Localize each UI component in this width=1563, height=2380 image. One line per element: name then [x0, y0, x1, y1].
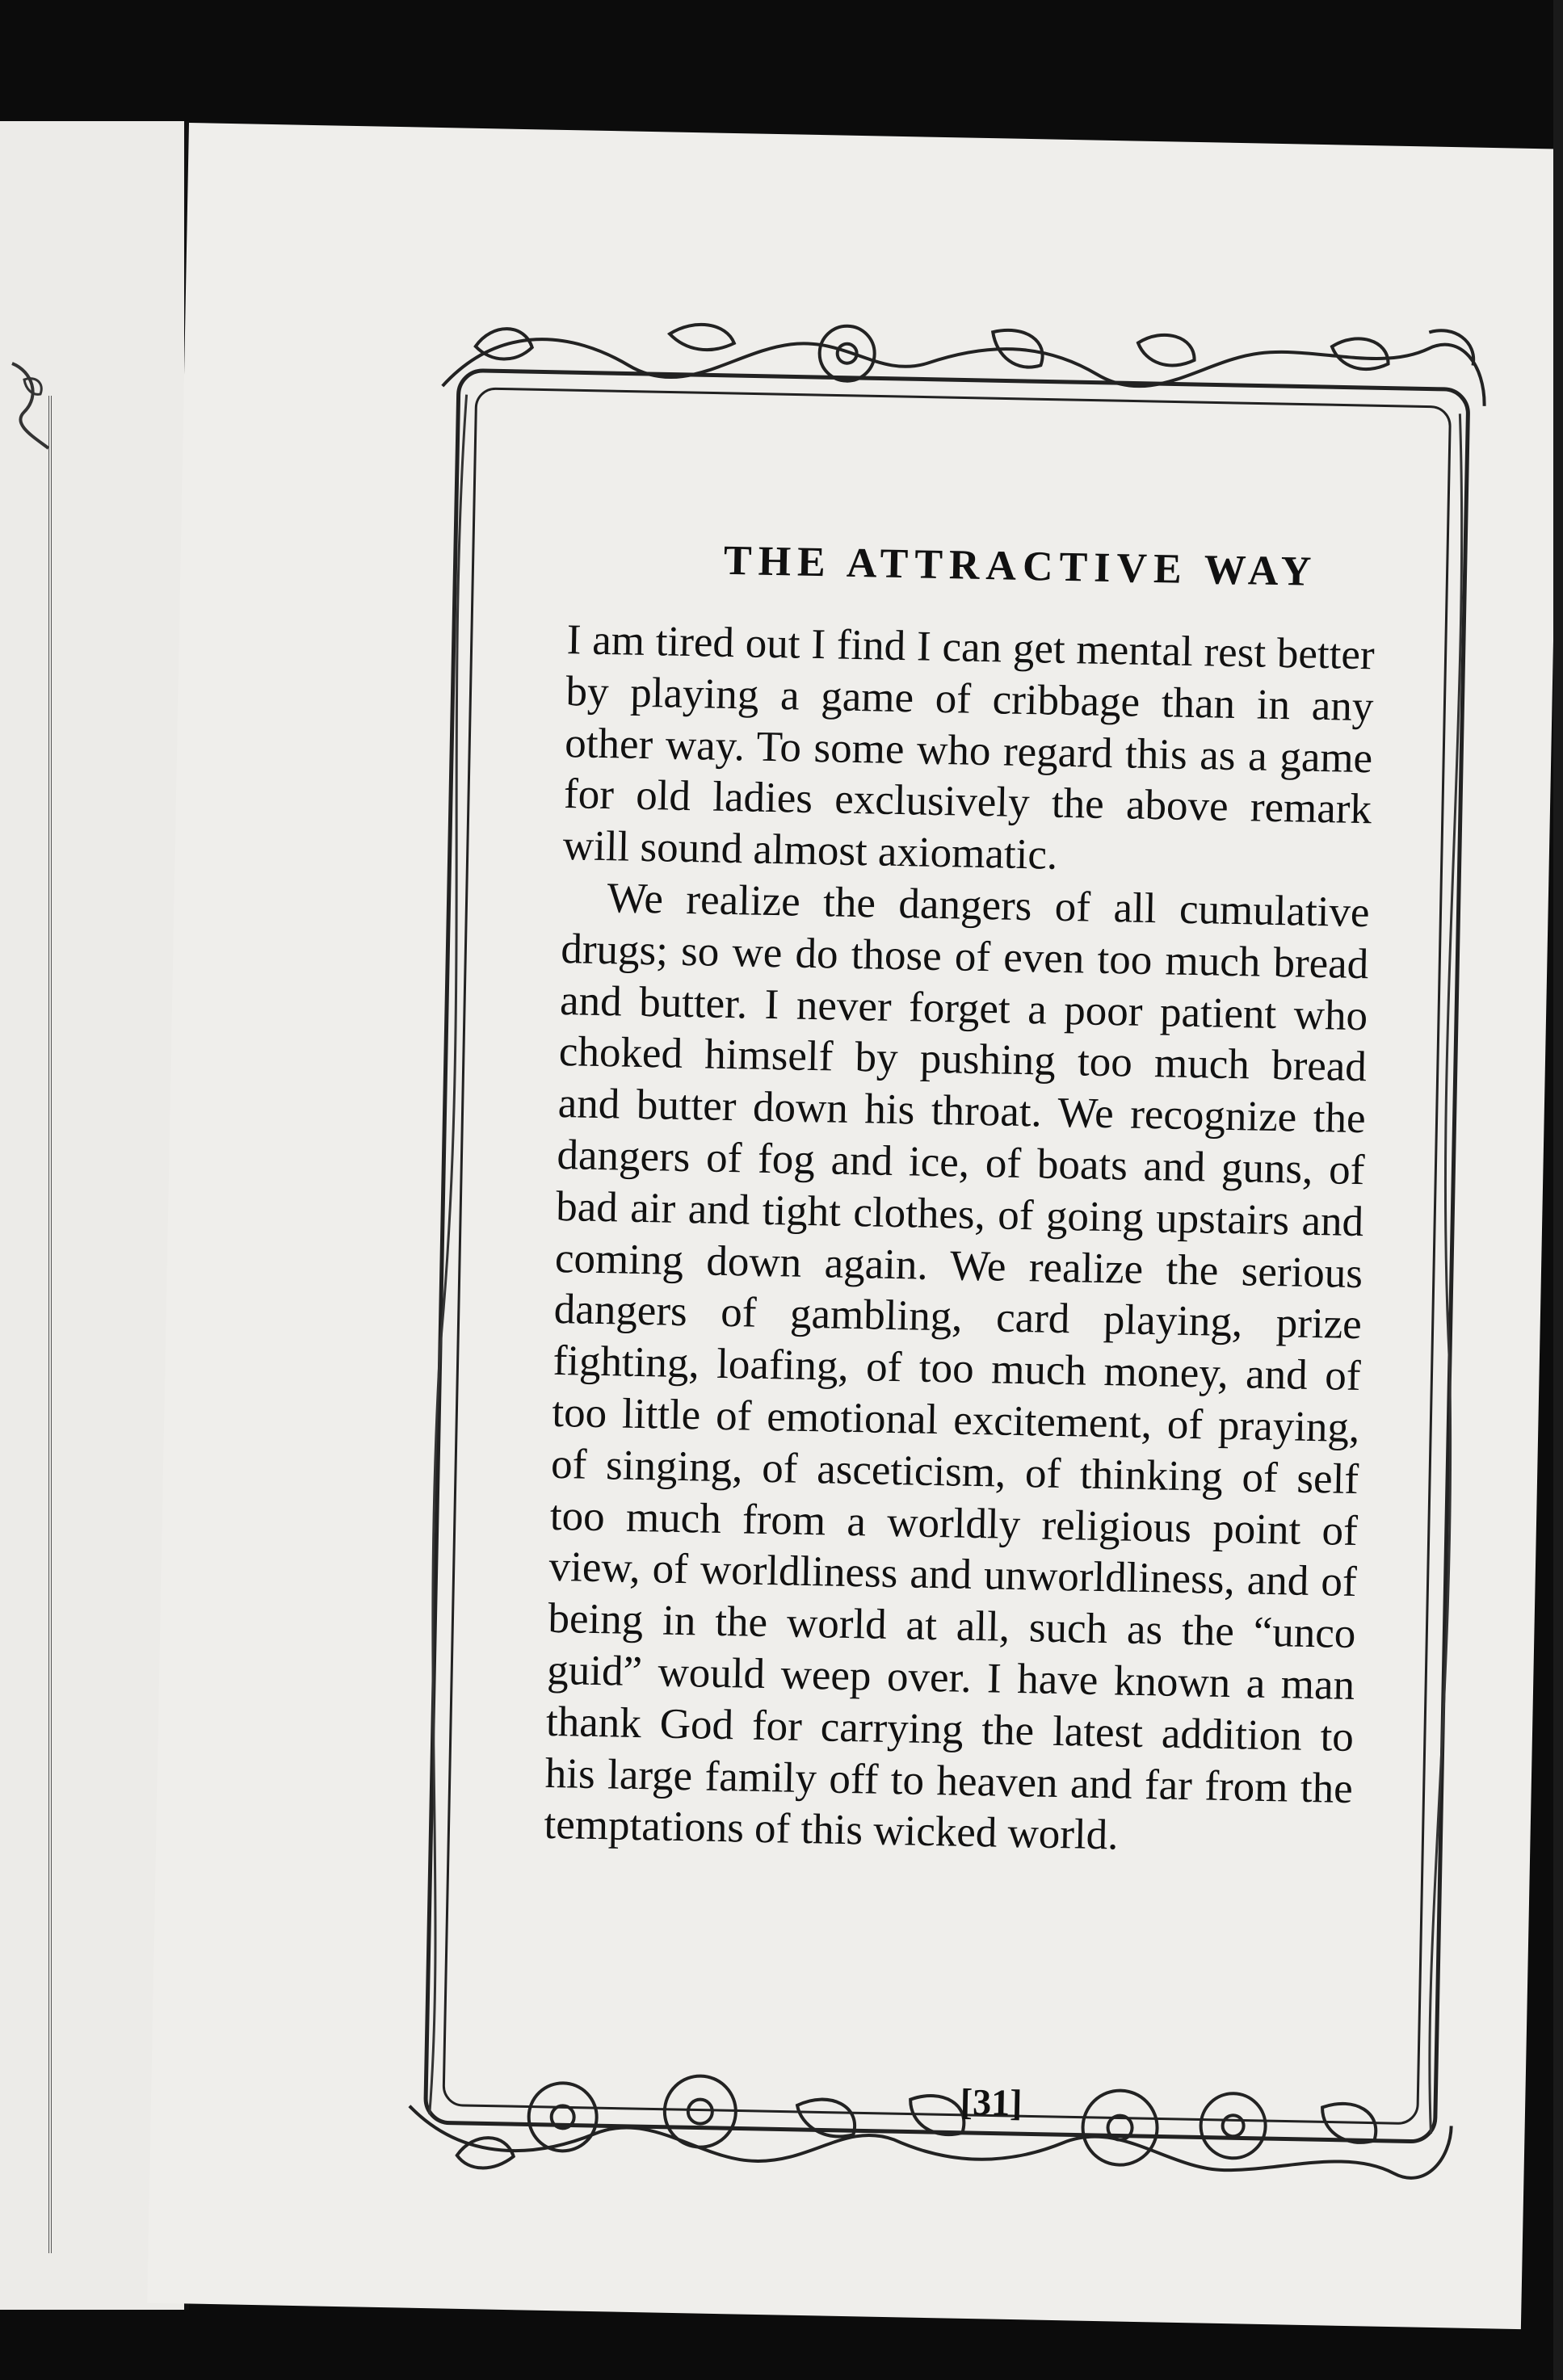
ornamental-frame — [392, 297, 1502, 2207]
previous-page-vine-ornament — [8, 355, 57, 452]
paragraph-1: I am tired out I find I can get mental rest better by playing a game of cribbage than in any other way. To some who regard this as a game for old ladies exclusively the above remark will sound almost axiomatic. — [562, 616, 1376, 879]
paragraph-2: We realize the dangers of all cumulative drugs; so we do those of even too much bread and butter. I never forget a poor patient who choked himself by pushing too much bread and butter down his throat. We recognize the dangers of fog and ice, of boats and guns, of bad air and tight clothes, of going upstairs and coming down again. We realize the serious dangers of gambling, card playing, prize fighting, loafing, of too much money, and of too little of emotional excitement, of praying, of singing, of asceticism, of thinking of self too much from a worldly religious point of view, of worldliness and unworldliness, and of being in the world at all, such as the “unco guid” would weep over. I have known a man thank God for carrying the latest addition to his large family off to heaven and far from the temptations of this wicked world. — [544, 875, 1371, 1859]
scan-edge — [1553, 0, 1563, 2380]
body-text — [544, 615, 1375, 1866]
page-number: [31] — [960, 2080, 1023, 2124]
book-page — [147, 123, 1563, 2329]
running-head: THE ATTRACTIVE WAY — [723, 537, 1318, 595]
previous-page-border — [0, 396, 52, 2253]
